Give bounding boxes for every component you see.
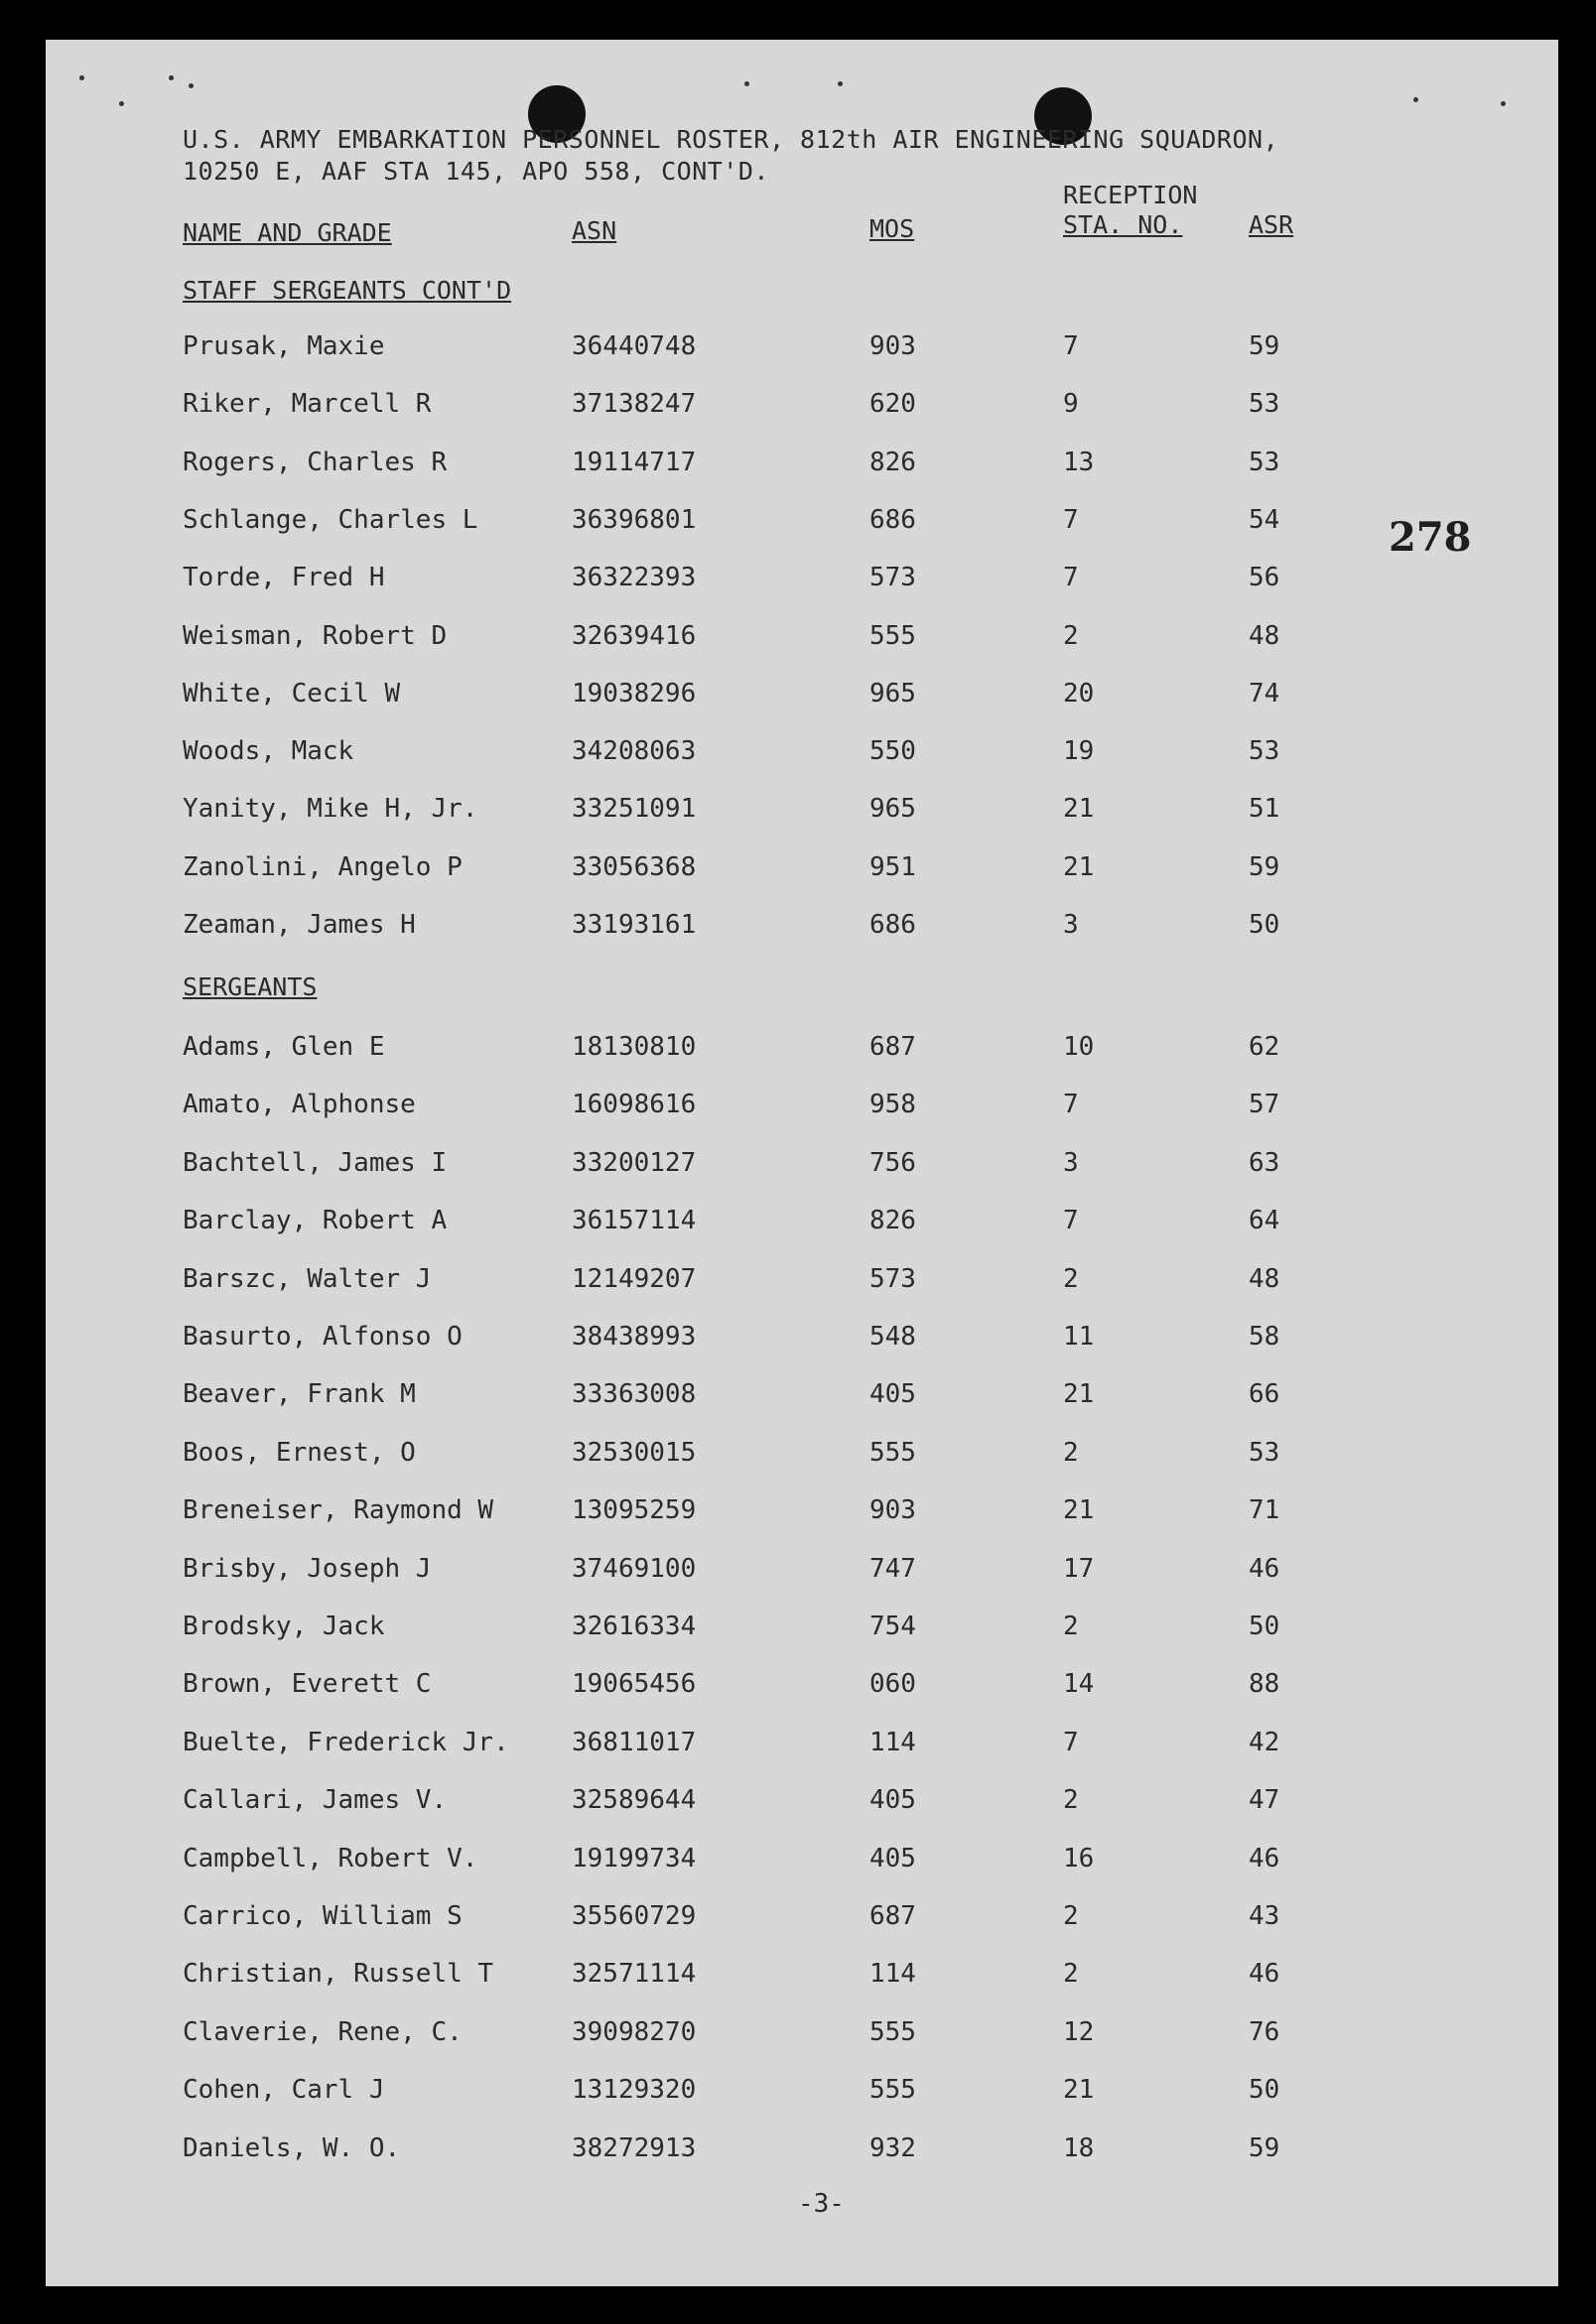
reception-station-cell: 20: [1063, 678, 1095, 709]
asn-cell: 36157114: [572, 1206, 697, 1236]
reception-station-cell: 2: [1063, 1959, 1079, 1990]
speck: [1413, 97, 1418, 102]
table-row: [46, 621, 1558, 661]
column-header-sta-no: STA. NO.: [1063, 210, 1183, 239]
reception-station-cell: 21: [1063, 1495, 1095, 1526]
mos-cell: 903: [869, 1495, 916, 1526]
name-cell: Adams, Glen E: [183, 1032, 385, 1062]
table-row: [46, 910, 1558, 950]
asr-cell: 59: [1249, 2132, 1280, 2163]
column-header-asn: ASN: [572, 216, 617, 245]
asr-cell: 53: [1249, 389, 1280, 420]
name-cell: Woods, Mack: [183, 736, 354, 767]
name-cell: Barszc, Walter J: [183, 1263, 432, 1294]
name-cell: Bachtell, James I: [183, 1147, 448, 1178]
mos-cell: 573: [869, 563, 916, 593]
reception-station-cell: 7: [1063, 1727, 1079, 1757]
asn-cell: 38438993: [572, 1322, 697, 1352]
asr-cell: 57: [1249, 1090, 1280, 1120]
reception-station-cell: 21: [1063, 2075, 1095, 2106]
reception-station-cell: 10: [1063, 1032, 1095, 1062]
mos-cell: 620: [869, 389, 916, 420]
asr-cell: 53: [1249, 447, 1280, 477]
speck: [79, 75, 84, 80]
column-header-reception: RECEPTION: [1063, 181, 1198, 209]
mos-cell: 687: [869, 1032, 916, 1062]
asn-cell: 12149207: [572, 1263, 697, 1294]
table-row: [46, 448, 1558, 487]
table-row: [46, 1032, 1558, 1072]
asr-cell: 59: [1249, 331, 1280, 361]
mos-cell: 687: [869, 1901, 916, 1931]
asn-cell: 32571114: [572, 1959, 697, 1990]
name-cell: Torde, Fred H: [183, 563, 385, 593]
name-cell: Barclay, Robert A: [183, 1206, 448, 1236]
asn-cell: 35560729: [572, 1901, 697, 1931]
name-cell: Daniels, W. O.: [183, 2132, 401, 2163]
asr-cell: 42: [1249, 1727, 1280, 1757]
asr-cell: 58: [1249, 1322, 1280, 1352]
asn-cell: 37469100: [572, 1553, 697, 1584]
asn-cell: 19038296: [572, 678, 697, 709]
mos-cell: 114: [869, 1959, 916, 1990]
table-row: [46, 2017, 1558, 2057]
reception-station-cell: 3: [1063, 1147, 1079, 1178]
name-cell: Callari, James V.: [183, 1785, 448, 1816]
asn-cell: 33200127: [572, 1147, 697, 1178]
table-row: [46, 794, 1558, 834]
column-header-asr: ASR: [1249, 210, 1294, 239]
reception-station-cell: 2: [1063, 1612, 1079, 1641]
mos-cell: 951: [869, 851, 916, 882]
name-cell: Christian, Russell T: [183, 1959, 494, 1990]
asn-cell: 19114717: [572, 447, 697, 477]
mos-cell: 932: [869, 2132, 916, 2163]
speck: [744, 81, 749, 86]
asn-cell: 38272913: [572, 2132, 697, 2163]
table-row: [46, 1090, 1558, 1129]
asr-cell: 50: [1249, 1612, 1280, 1641]
table-row: [46, 1728, 1558, 1767]
reception-station-cell: 2: [1063, 1901, 1079, 1931]
name-cell: Beaver, Frank M: [183, 1379, 416, 1410]
name-cell: Zanolini, Angelo P: [183, 851, 463, 882]
table-row: [46, 1669, 1558, 1709]
asn-cell: 36396801: [572, 504, 697, 535]
name-cell: Schlange, Charles L: [183, 504, 478, 535]
reception-station-cell: 3: [1063, 910, 1079, 940]
table-row: [46, 331, 1558, 371]
name-cell: Basurto, Alfonso O: [183, 1322, 463, 1352]
reception-station-cell: 17: [1063, 1553, 1095, 1584]
mos-cell: 555: [869, 2016, 916, 2047]
asn-cell: 36811017: [572, 1727, 697, 1757]
asr-cell: 56: [1249, 563, 1280, 593]
mos-cell: 686: [869, 910, 916, 940]
mos-cell: 555: [869, 2075, 916, 2106]
asn-cell: 33056368: [572, 851, 697, 882]
reception-station-cell: 2: [1063, 1785, 1079, 1816]
reception-station-cell: 19: [1063, 736, 1095, 767]
asn-cell: 16098616: [572, 1090, 697, 1120]
asr-cell: 62: [1249, 1032, 1280, 1062]
reception-station-cell: 21: [1063, 851, 1095, 882]
table-row: [46, 736, 1558, 776]
asr-cell: 46: [1249, 1553, 1280, 1584]
reception-station-cell: 7: [1063, 504, 1079, 535]
asn-cell: 32639416: [572, 620, 697, 651]
asr-cell: 43: [1249, 1901, 1280, 1931]
reception-station-cell: 7: [1063, 1090, 1079, 1120]
asn-cell: 19199734: [572, 1843, 697, 1873]
page-number: -3-: [798, 2189, 845, 2219]
name-cell: Yanity, Mike H, Jr.: [183, 794, 478, 825]
asr-cell: 48: [1249, 620, 1280, 651]
asr-cell: 74: [1249, 678, 1280, 709]
asn-cell: 13129320: [572, 2075, 697, 2106]
mos-cell: 573: [869, 1263, 916, 1294]
mos-cell: 747: [869, 1553, 916, 1584]
name-cell: Weisman, Robert D: [183, 620, 448, 651]
mos-cell: 958: [869, 1090, 916, 1120]
asr-cell: 64: [1249, 1206, 1280, 1236]
name-cell: Amato, Alphonse: [183, 1090, 416, 1120]
asn-cell: 32530015: [572, 1437, 697, 1468]
asr-cell: 46: [1249, 1959, 1280, 1990]
reception-station-cell: 7: [1063, 331, 1079, 361]
asr-cell: 47: [1249, 1785, 1280, 1816]
name-cell: Carrico, William S: [183, 1901, 463, 1931]
table-row: [46, 1264, 1558, 1304]
asn-cell: 19065456: [572, 1669, 697, 1700]
mos-cell: 060: [869, 1669, 916, 1700]
asn-cell: 33363008: [572, 1379, 697, 1410]
asn-cell: 18130810: [572, 1032, 697, 1062]
table-row: [46, 1438, 1558, 1478]
document-sheet: [46, 40, 1558, 2286]
reception-station-cell: 9: [1063, 389, 1079, 420]
name-cell: Prusak, Maxie: [183, 331, 385, 361]
name-cell: Buelte, Frederick Jr.: [183, 1727, 509, 1757]
table-row: [46, 2075, 1558, 2115]
asr-cell: 63: [1249, 1147, 1280, 1178]
name-cell: Claverie, Rene, C.: [183, 2016, 463, 2047]
table-row: [46, 563, 1558, 602]
asr-cell: 53: [1249, 736, 1280, 767]
column-header-mos: MOS: [869, 214, 915, 243]
table-row: [46, 1844, 1558, 1883]
asr-cell: 59: [1249, 851, 1280, 882]
roster-title-line-2: 10250 E, AAF STA 145, APO 558, CONT'D.: [183, 157, 769, 186]
asr-cell: 53: [1249, 1437, 1280, 1468]
asn-cell: 39098270: [572, 2016, 697, 2047]
reception-station-cell: 2: [1063, 1263, 1079, 1294]
reception-station-cell: 7: [1063, 563, 1079, 593]
asn-cell: 33251091: [572, 794, 697, 825]
asr-cell: 76: [1249, 2016, 1280, 2047]
table-row: [46, 1495, 1558, 1535]
name-cell: Breneiser, Raymond W: [183, 1495, 494, 1526]
asr-cell: 88: [1249, 1669, 1280, 1700]
name-cell: Campbell, Robert V.: [183, 1843, 478, 1873]
mos-cell: 405: [869, 1785, 916, 1816]
reception-station-cell: 21: [1063, 1379, 1095, 1410]
name-cell: Boos, Ernest, O: [183, 1437, 416, 1468]
name-cell: Zeaman, James H: [183, 910, 416, 940]
asn-cell: 34208063: [572, 736, 697, 767]
reception-station-cell: 11: [1063, 1322, 1095, 1352]
table-row: [46, 852, 1558, 892]
roster-title-line-1: U.S. ARMY EMBARKATION PERSONNEL ROSTER, 812th AIR ENGINEERING SQUADRON,: [183, 125, 1279, 154]
mos-cell: 965: [869, 678, 916, 709]
speck: [1501, 101, 1506, 106]
section-title-sergeants: SERGEANTS: [183, 972, 318, 1001]
mos-cell: 826: [869, 447, 916, 477]
mos-cell: 555: [869, 1437, 916, 1468]
mos-cell: 555: [869, 620, 916, 651]
speck: [838, 81, 843, 86]
name-cell: Rogers, Charles R: [183, 447, 448, 477]
mos-cell: 405: [869, 1379, 916, 1410]
reception-station-cell: 21: [1063, 794, 1095, 825]
asn-cell: 36322393: [572, 563, 697, 593]
name-cell: White, Cecil W: [183, 678, 401, 709]
table-row: [46, 505, 1558, 545]
reception-station-cell: 7: [1063, 1206, 1079, 1236]
mos-cell: 965: [869, 794, 916, 825]
speck: [119, 101, 124, 106]
table-row: [46, 1148, 1558, 1188]
mos-cell: 826: [869, 1206, 916, 1236]
name-cell: Riker, Marcell R: [183, 389, 432, 420]
asr-cell: 54: [1249, 504, 1280, 535]
table-row: [46, 1554, 1558, 1594]
reception-station-cell: 12: [1063, 2016, 1095, 2047]
table-row: [46, 1322, 1558, 1361]
speck: [169, 75, 174, 80]
speck: [189, 83, 194, 88]
reception-station-cell: 14: [1063, 1669, 1095, 1700]
asn-cell: 36440748: [572, 331, 697, 361]
mos-cell: 114: [869, 1727, 916, 1757]
stamped-page-number: 278: [1389, 514, 1472, 561]
asr-cell: 46: [1249, 1843, 1280, 1873]
asn-cell: 13095259: [572, 1495, 697, 1526]
reception-station-cell: 13: [1063, 447, 1095, 477]
table-row: [46, 1901, 1558, 1941]
table-row: [46, 1379, 1558, 1419]
name-cell: Brodsky, Jack: [183, 1612, 385, 1641]
column-header-name: NAME AND GRADE: [183, 218, 392, 247]
asn-cell: 32589644: [572, 1785, 697, 1816]
section-title-staff-sergeants: STAFF SERGEANTS CONT'D: [183, 276, 512, 305]
asr-cell: 50: [1249, 910, 1280, 940]
table-row: [46, 1959, 1558, 1999]
asn-cell: 37138247: [572, 389, 697, 420]
reception-station-cell: 16: [1063, 1843, 1095, 1873]
table-row: [46, 1612, 1558, 1651]
table-row: [46, 389, 1558, 429]
reception-station-cell: 18: [1063, 2132, 1095, 2163]
asn-cell: 33193161: [572, 910, 697, 940]
mos-cell: 756: [869, 1147, 916, 1178]
mos-cell: 686: [869, 504, 916, 535]
asr-cell: 50: [1249, 2075, 1280, 2106]
mos-cell: 548: [869, 1322, 916, 1352]
mos-cell: 405: [869, 1843, 916, 1873]
mos-cell: 754: [869, 1612, 916, 1641]
name-cell: Cohen, Carl J: [183, 2075, 385, 2106]
table-row: [46, 1206, 1558, 1245]
mos-cell: 550: [869, 736, 916, 767]
name-cell: Brown, Everett C: [183, 1669, 432, 1700]
asn-cell: 32616334: [572, 1612, 697, 1641]
asr-cell: 66: [1249, 1379, 1280, 1410]
table-row: [46, 679, 1558, 718]
reception-station-cell: 2: [1063, 1437, 1079, 1468]
name-cell: Brisby, Joseph J: [183, 1553, 432, 1584]
asr-cell: 51: [1249, 794, 1280, 825]
asr-cell: 71: [1249, 1495, 1280, 1526]
table-row: [46, 2133, 1558, 2173]
reception-station-cell: 2: [1063, 620, 1079, 651]
table-row: [46, 1785, 1558, 1825]
asr-cell: 48: [1249, 1263, 1280, 1294]
mos-cell: 903: [869, 331, 916, 361]
